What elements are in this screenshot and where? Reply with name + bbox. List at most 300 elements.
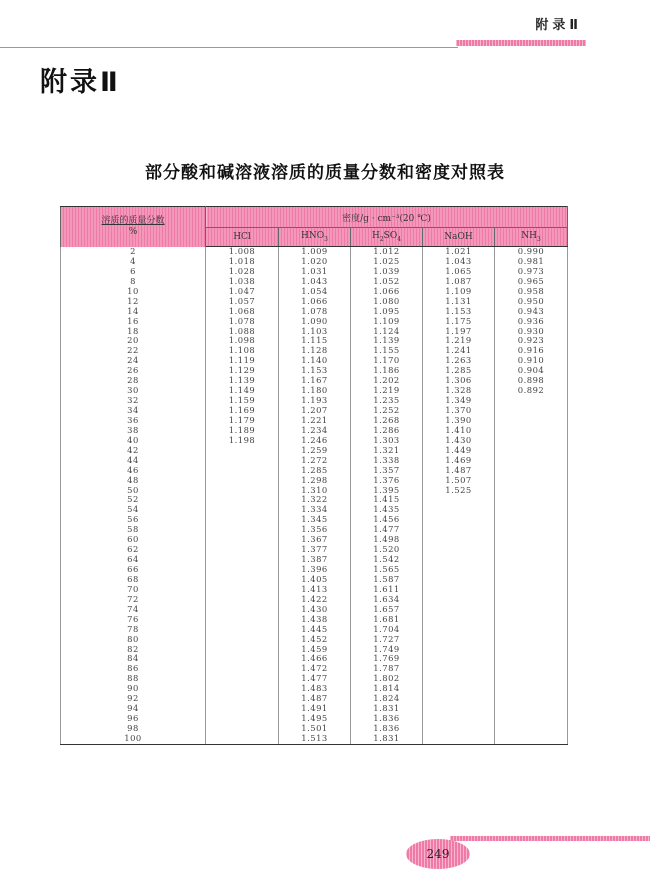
cell-h2so4: 1.039 <box>351 267 423 277</box>
cell-naoh: 1.197 <box>423 327 495 337</box>
cell-hcl <box>206 535 279 545</box>
table-row <box>61 635 568 645</box>
cell-mass-fraction: 58 <box>61 525 206 535</box>
cell-h2so4: 1.303 <box>351 436 423 446</box>
cell-nh3 <box>495 426 568 436</box>
cell-h2so4: 1.749 <box>351 645 423 655</box>
cell-naoh <box>423 714 495 724</box>
cell-hno3: 1.031 <box>279 267 351 277</box>
cell-nh3 <box>495 525 568 535</box>
cell-hcl <box>206 545 279 555</box>
cell-mass-fraction: 36 <box>61 416 206 426</box>
cell-hno3: 1.140 <box>279 356 351 366</box>
cell-nh3 <box>495 436 568 446</box>
cell-hcl <box>206 734 279 744</box>
cell-hcl <box>206 595 279 605</box>
cell-hno3: 1.310 <box>279 486 351 496</box>
cell-mass-fraction: 68 <box>61 575 206 585</box>
cell-hno3: 1.483 <box>279 684 351 694</box>
cell-hcl: 1.139 <box>206 376 279 386</box>
cell-hcl <box>206 565 279 575</box>
cell-naoh <box>423 694 495 704</box>
column-header-hno3: $HNO_3$ <box>279 228 351 247</box>
cell-hcl <box>206 495 279 505</box>
cell-h2so4: 1.252 <box>351 406 423 416</box>
cell-nh3 <box>495 406 568 416</box>
cell-hno3: 1.334 <box>279 505 351 515</box>
cell-nh3: 0.923 <box>495 336 568 346</box>
cell-nh3: 0.943 <box>495 307 568 317</box>
cell-nh3 <box>495 476 568 486</box>
cell-hcl: 1.179 <box>206 416 279 426</box>
cell-h2so4: 1.727 <box>351 635 423 645</box>
cell-hno3: 1.234 <box>279 426 351 436</box>
cell-mass-fraction: 40 <box>61 436 206 446</box>
cell-hcl <box>206 724 279 734</box>
cell-hno3: 1.367 <box>279 535 351 545</box>
cell-h2so4: 1.802 <box>351 674 423 684</box>
cell-hcl <box>206 615 279 625</box>
cell-nh3: 0.950 <box>495 297 568 307</box>
cell-hno3: 1.272 <box>279 456 351 466</box>
cell-h2so4: 1.836 <box>351 714 423 724</box>
cell-naoh: 1.087 <box>423 277 495 287</box>
cell-nh3 <box>495 466 568 476</box>
header-rule <box>0 47 458 48</box>
cell-naoh <box>423 635 495 645</box>
cell-naoh: 1.306 <box>423 376 495 386</box>
cell-h2so4: 1.155 <box>351 346 423 356</box>
cell-h2so4: 1.542 <box>351 555 423 565</box>
cell-naoh: 1.525 <box>423 486 495 496</box>
cell-naoh <box>423 495 495 505</box>
cell-hno3: 1.322 <box>279 495 351 505</box>
cell-hno3: 1.285 <box>279 466 351 476</box>
cell-hcl: 1.038 <box>206 277 279 287</box>
cell-h2so4: 1.787 <box>351 664 423 674</box>
cell-hcl <box>206 684 279 694</box>
cell-hcl: 1.169 <box>206 406 279 416</box>
cell-mass-fraction: 34 <box>61 406 206 416</box>
cell-hno3: 1.180 <box>279 386 351 396</box>
cell-mass-fraction: 70 <box>61 585 206 595</box>
cell-nh3 <box>495 724 568 734</box>
cell-hcl <box>206 605 279 615</box>
cell-h2so4: 1.824 <box>351 694 423 704</box>
cell-nh3 <box>495 446 568 456</box>
table-row <box>61 476 568 486</box>
cell-mass-fraction: 24 <box>61 356 206 366</box>
cell-hno3: 1.043 <box>279 277 351 287</box>
cell-nh3: 0.958 <box>495 287 568 297</box>
cell-mass-fraction: 76 <box>61 615 206 625</box>
cell-hcl: 1.028 <box>206 267 279 277</box>
cell-mass-fraction: 56 <box>61 515 206 525</box>
cell-hno3: 1.477 <box>279 674 351 684</box>
cell-nh3: 0.930 <box>495 327 568 337</box>
cell-hno3: 1.396 <box>279 565 351 575</box>
cell-mass-fraction: 82 <box>61 645 206 655</box>
table-row <box>61 734 568 744</box>
cell-hno3: 1.472 <box>279 664 351 674</box>
cell-hno3: 1.377 <box>279 545 351 555</box>
cell-h2so4: 1.415 <box>351 495 423 505</box>
cell-hno3: 1.128 <box>279 346 351 356</box>
cell-mass-fraction: 28 <box>61 376 206 386</box>
cell-mass-fraction: 100 <box>61 734 206 744</box>
cell-naoh: 1.043 <box>423 257 495 267</box>
cell-nh3 <box>495 684 568 694</box>
cell-nh3: 0.990 <box>495 247 568 257</box>
table-title: 部分酸和碱溶液溶质的质量分数和密度对照表 <box>145 163 505 183</box>
cell-hno3: 1.115 <box>279 336 351 346</box>
cell-hno3: 1.513 <box>279 734 351 744</box>
footer-decorative-bar <box>450 836 650 841</box>
cell-hcl <box>206 525 279 535</box>
cell-hno3: 1.009 <box>279 247 351 257</box>
cell-hcl: 1.108 <box>206 346 279 356</box>
cell-hno3: 1.054 <box>279 287 351 297</box>
cell-nh3 <box>495 714 568 724</box>
cell-h2so4: 1.704 <box>351 625 423 635</box>
cell-hno3: 1.246 <box>279 436 351 446</box>
cell-hno3: 1.103 <box>279 327 351 337</box>
cell-hno3: 1.066 <box>279 297 351 307</box>
cell-hcl <box>206 625 279 635</box>
cell-h2so4: 1.456 <box>351 515 423 525</box>
cell-naoh <box>423 734 495 744</box>
cell-hno3: 1.491 <box>279 704 351 714</box>
cell-mass-fraction: 20 <box>61 336 206 346</box>
cell-hcl: 1.088 <box>206 327 279 337</box>
cell-mass-fraction: 74 <box>61 605 206 615</box>
cell-nh3: 0.892 <box>495 386 568 396</box>
cell-hno3: 1.430 <box>279 605 351 615</box>
cell-nh3: 0.916 <box>495 346 568 356</box>
cell-h2so4: 1.012 <box>351 247 423 257</box>
cell-hcl: 1.159 <box>206 396 279 406</box>
cell-h2so4: 1.498 <box>351 535 423 545</box>
cell-hcl: 1.119 <box>206 356 279 366</box>
cell-naoh: 1.410 <box>423 426 495 436</box>
cell-naoh: 1.065 <box>423 267 495 277</box>
cell-hcl: 1.078 <box>206 317 279 327</box>
cell-nh3 <box>495 486 568 496</box>
cell-mass-fraction: 50 <box>61 486 206 496</box>
cell-nh3 <box>495 625 568 635</box>
cell-nh3: 0.898 <box>495 376 568 386</box>
cell-mass-fraction: 64 <box>61 555 206 565</box>
cell-h2so4: 1.376 <box>351 476 423 486</box>
cell-naoh: 1.328 <box>423 386 495 396</box>
cell-hno3: 1.167 <box>279 376 351 386</box>
cell-naoh <box>423 585 495 595</box>
column-header-h2so4: $H_2SO_4$ <box>351 228 423 247</box>
row-header-label: 溶质的质量分数 <box>101 215 165 226</box>
cell-nh3 <box>495 575 568 585</box>
cell-mass-fraction: 16 <box>61 317 206 327</box>
cell-naoh: 1.449 <box>423 446 495 456</box>
cell-naoh <box>423 535 495 545</box>
cell-h2so4: 1.634 <box>351 595 423 605</box>
cell-mass-fraction: 84 <box>61 654 206 664</box>
cell-hno3: 1.387 <box>279 555 351 565</box>
cell-h2so4: 1.357 <box>351 466 423 476</box>
cell-mass-fraction: 66 <box>61 565 206 575</box>
cell-hcl <box>206 575 279 585</box>
cell-nh3 <box>495 635 568 645</box>
cell-hcl: 1.149 <box>206 386 279 396</box>
cell-hcl <box>206 645 279 655</box>
cell-nh3: 0.904 <box>495 366 568 376</box>
cell-h2so4: 1.080 <box>351 297 423 307</box>
cell-naoh: 1.241 <box>423 346 495 356</box>
column-header-hcl: HCl <box>206 228 279 247</box>
cell-hno3: 1.452 <box>279 635 351 645</box>
cell-mass-fraction: 52 <box>61 495 206 505</box>
cell-nh3 <box>495 694 568 704</box>
cell-nh3 <box>495 645 568 655</box>
cell-mass-fraction: 4 <box>61 257 206 267</box>
cell-naoh <box>423 605 495 615</box>
cell-hcl: 1.098 <box>206 336 279 346</box>
cell-hcl <box>206 664 279 674</box>
cell-mass-fraction: 8 <box>61 277 206 287</box>
cell-nh3 <box>495 595 568 605</box>
cell-hno3: 1.487 <box>279 694 351 704</box>
cell-mass-fraction: 2 <box>61 247 206 257</box>
cell-mass-fraction: 80 <box>61 635 206 645</box>
cell-hno3: 1.405 <box>279 575 351 585</box>
cell-hcl <box>206 654 279 664</box>
cell-hno3: 1.459 <box>279 645 351 655</box>
cell-mass-fraction: 78 <box>61 625 206 635</box>
cell-mass-fraction: 54 <box>61 505 206 515</box>
cell-h2so4: 1.657 <box>351 605 423 615</box>
cell-mass-fraction: 12 <box>61 297 206 307</box>
cell-naoh: 1.021 <box>423 247 495 257</box>
cell-nh3 <box>495 674 568 684</box>
cell-hcl <box>206 515 279 525</box>
cell-naoh <box>423 525 495 535</box>
cell-hcl <box>206 446 279 456</box>
cell-mass-fraction: 62 <box>61 545 206 555</box>
cell-naoh <box>423 555 495 565</box>
cell-nh3 <box>495 555 568 565</box>
cell-h2so4: 1.066 <box>351 287 423 297</box>
cell-h2so4: 1.477 <box>351 525 423 535</box>
cell-h2so4: 1.395 <box>351 486 423 496</box>
cell-hcl: 1.008 <box>206 247 279 257</box>
cell-naoh: 1.285 <box>423 366 495 376</box>
cell-mass-fraction: 98 <box>61 724 206 734</box>
cell-h2so4: 1.268 <box>351 416 423 426</box>
cell-nh3 <box>495 734 568 744</box>
cell-nh3 <box>495 456 568 466</box>
appendix-title: 附录Ⅱ <box>40 67 121 98</box>
cell-naoh <box>423 625 495 635</box>
cell-hcl: 1.057 <box>206 297 279 307</box>
cell-h2so4: 1.611 <box>351 585 423 595</box>
cell-hno3: 1.501 <box>279 724 351 734</box>
cell-h2so4: 1.202 <box>351 376 423 386</box>
column-header-naoh: NaOH <box>423 228 495 247</box>
cell-mass-fraction: 88 <box>61 674 206 684</box>
cell-h2so4: 1.769 <box>351 654 423 664</box>
cell-naoh <box>423 645 495 655</box>
cell-hno3: 1.466 <box>279 654 351 664</box>
cell-h2so4: 1.170 <box>351 356 423 366</box>
cell-mass-fraction: 60 <box>61 535 206 545</box>
cell-hno3: 1.495 <box>279 714 351 724</box>
cell-h2so4: 1.025 <box>351 257 423 267</box>
cell-naoh: 1.430 <box>423 436 495 446</box>
cell-nh3: 0.981 <box>495 257 568 267</box>
group-header-density: 密度/g · cm⁻³(20 ℃) <box>206 207 568 228</box>
cell-h2so4: 1.321 <box>351 446 423 456</box>
cell-naoh: 1.390 <box>423 416 495 426</box>
cell-mass-fraction: 42 <box>61 446 206 456</box>
cell-naoh: 1.370 <box>423 406 495 416</box>
cell-hcl <box>206 714 279 724</box>
cell-nh3 <box>495 664 568 674</box>
cell-hno3: 1.413 <box>279 585 351 595</box>
cell-naoh <box>423 545 495 555</box>
cell-mass-fraction: 14 <box>61 307 206 317</box>
cell-hno3: 1.193 <box>279 396 351 406</box>
cell-naoh: 1.131 <box>423 297 495 307</box>
cell-hno3: 1.020 <box>279 257 351 267</box>
cell-hno3: 1.207 <box>279 406 351 416</box>
cell-hno3: 1.153 <box>279 366 351 376</box>
cell-naoh <box>423 575 495 585</box>
cell-naoh: 1.487 <box>423 466 495 476</box>
cell-hno3: 1.221 <box>279 416 351 426</box>
cell-h2so4: 1.286 <box>351 426 423 436</box>
cell-hcl: 1.047 <box>206 287 279 297</box>
header-decorative-bar <box>456 40 586 46</box>
cell-nh3 <box>495 505 568 515</box>
cell-hcl <box>206 694 279 704</box>
cell-nh3: 0.965 <box>495 277 568 287</box>
cell-h2so4: 1.831 <box>351 734 423 744</box>
cell-mass-fraction: 22 <box>61 346 206 356</box>
cell-hcl <box>206 585 279 595</box>
cell-h2so4: 1.520 <box>351 545 423 555</box>
cell-nh3: 0.910 <box>495 356 568 366</box>
cell-nh3 <box>495 545 568 555</box>
cell-naoh: 1.349 <box>423 396 495 406</box>
cell-naoh <box>423 724 495 734</box>
cell-naoh <box>423 674 495 684</box>
row-header-mass-fraction <box>61 207 206 247</box>
cell-naoh <box>423 595 495 605</box>
cell-naoh <box>423 704 495 714</box>
cell-hcl <box>206 486 279 496</box>
cell-hcl <box>206 674 279 684</box>
cell-mass-fraction: 30 <box>61 386 206 396</box>
cell-mass-fraction: 10 <box>61 287 206 297</box>
cell-mass-fraction: 72 <box>61 595 206 605</box>
cell-nh3: 0.973 <box>495 267 568 277</box>
cell-mass-fraction: 46 <box>61 466 206 476</box>
cell-hno3: 1.438 <box>279 615 351 625</box>
cell-hcl: 1.129 <box>206 366 279 376</box>
cell-hcl <box>206 456 279 466</box>
cell-naoh <box>423 615 495 625</box>
cell-hno3: 1.356 <box>279 525 351 535</box>
cell-h2so4: 1.124 <box>351 327 423 337</box>
cell-mass-fraction: 94 <box>61 704 206 714</box>
cell-naoh <box>423 654 495 664</box>
cell-hcl <box>206 476 279 486</box>
cell-naoh <box>423 565 495 575</box>
cell-hno3: 1.345 <box>279 515 351 525</box>
cell-nh3 <box>495 515 568 525</box>
cell-hcl <box>206 635 279 645</box>
cell-naoh: 1.219 <box>423 336 495 346</box>
cell-nh3 <box>495 416 568 426</box>
cell-h2so4: 1.435 <box>351 505 423 515</box>
cell-nh3 <box>495 585 568 595</box>
cell-nh3 <box>495 396 568 406</box>
cell-h2so4: 1.681 <box>351 615 423 625</box>
cell-nh3 <box>495 654 568 664</box>
cell-hno3: 1.422 <box>279 595 351 605</box>
cell-mass-fraction: 38 <box>61 426 206 436</box>
cell-nh3 <box>495 605 568 615</box>
cell-mass-fraction: 32 <box>61 396 206 406</box>
cell-h2so4: 1.565 <box>351 565 423 575</box>
cell-naoh <box>423 664 495 674</box>
cell-nh3 <box>495 704 568 714</box>
cell-nh3 <box>495 495 568 505</box>
cell-naoh <box>423 515 495 525</box>
cell-naoh: 1.507 <box>423 476 495 486</box>
cell-mass-fraction: 44 <box>61 456 206 466</box>
running-head: 附录Ⅱ <box>535 18 582 33</box>
cell-hcl <box>206 466 279 476</box>
cell-naoh <box>423 505 495 515</box>
cell-hcl: 1.018 <box>206 257 279 267</box>
cell-nh3 <box>495 535 568 545</box>
cell-h2so4: 1.139 <box>351 336 423 346</box>
cell-naoh <box>423 684 495 694</box>
cell-hcl: 1.198 <box>206 436 279 446</box>
cell-hno3: 1.259 <box>279 446 351 456</box>
cell-hcl <box>206 555 279 565</box>
cell-mass-fraction: 92 <box>61 694 206 704</box>
cell-mass-fraction: 90 <box>61 684 206 694</box>
cell-h2so4: 1.338 <box>351 456 423 466</box>
cell-h2so4: 1.109 <box>351 317 423 327</box>
cell-h2so4: 1.052 <box>351 277 423 287</box>
cell-hcl <box>206 704 279 714</box>
table-row <box>61 317 568 327</box>
page-number: 249 <box>406 839 470 869</box>
cell-nh3: 0.936 <box>495 317 568 327</box>
cell-h2so4: 1.836 <box>351 724 423 734</box>
cell-nh3 <box>495 615 568 625</box>
cell-hno3: 1.090 <box>279 317 351 327</box>
cell-mass-fraction: 96 <box>61 714 206 724</box>
cell-naoh: 1.175 <box>423 317 495 327</box>
cell-mass-fraction: 86 <box>61 664 206 674</box>
cell-mass-fraction: 18 <box>61 327 206 337</box>
cell-hno3: 1.445 <box>279 625 351 635</box>
cell-h2so4: 1.814 <box>351 684 423 694</box>
cell-h2so4: 1.831 <box>351 704 423 714</box>
